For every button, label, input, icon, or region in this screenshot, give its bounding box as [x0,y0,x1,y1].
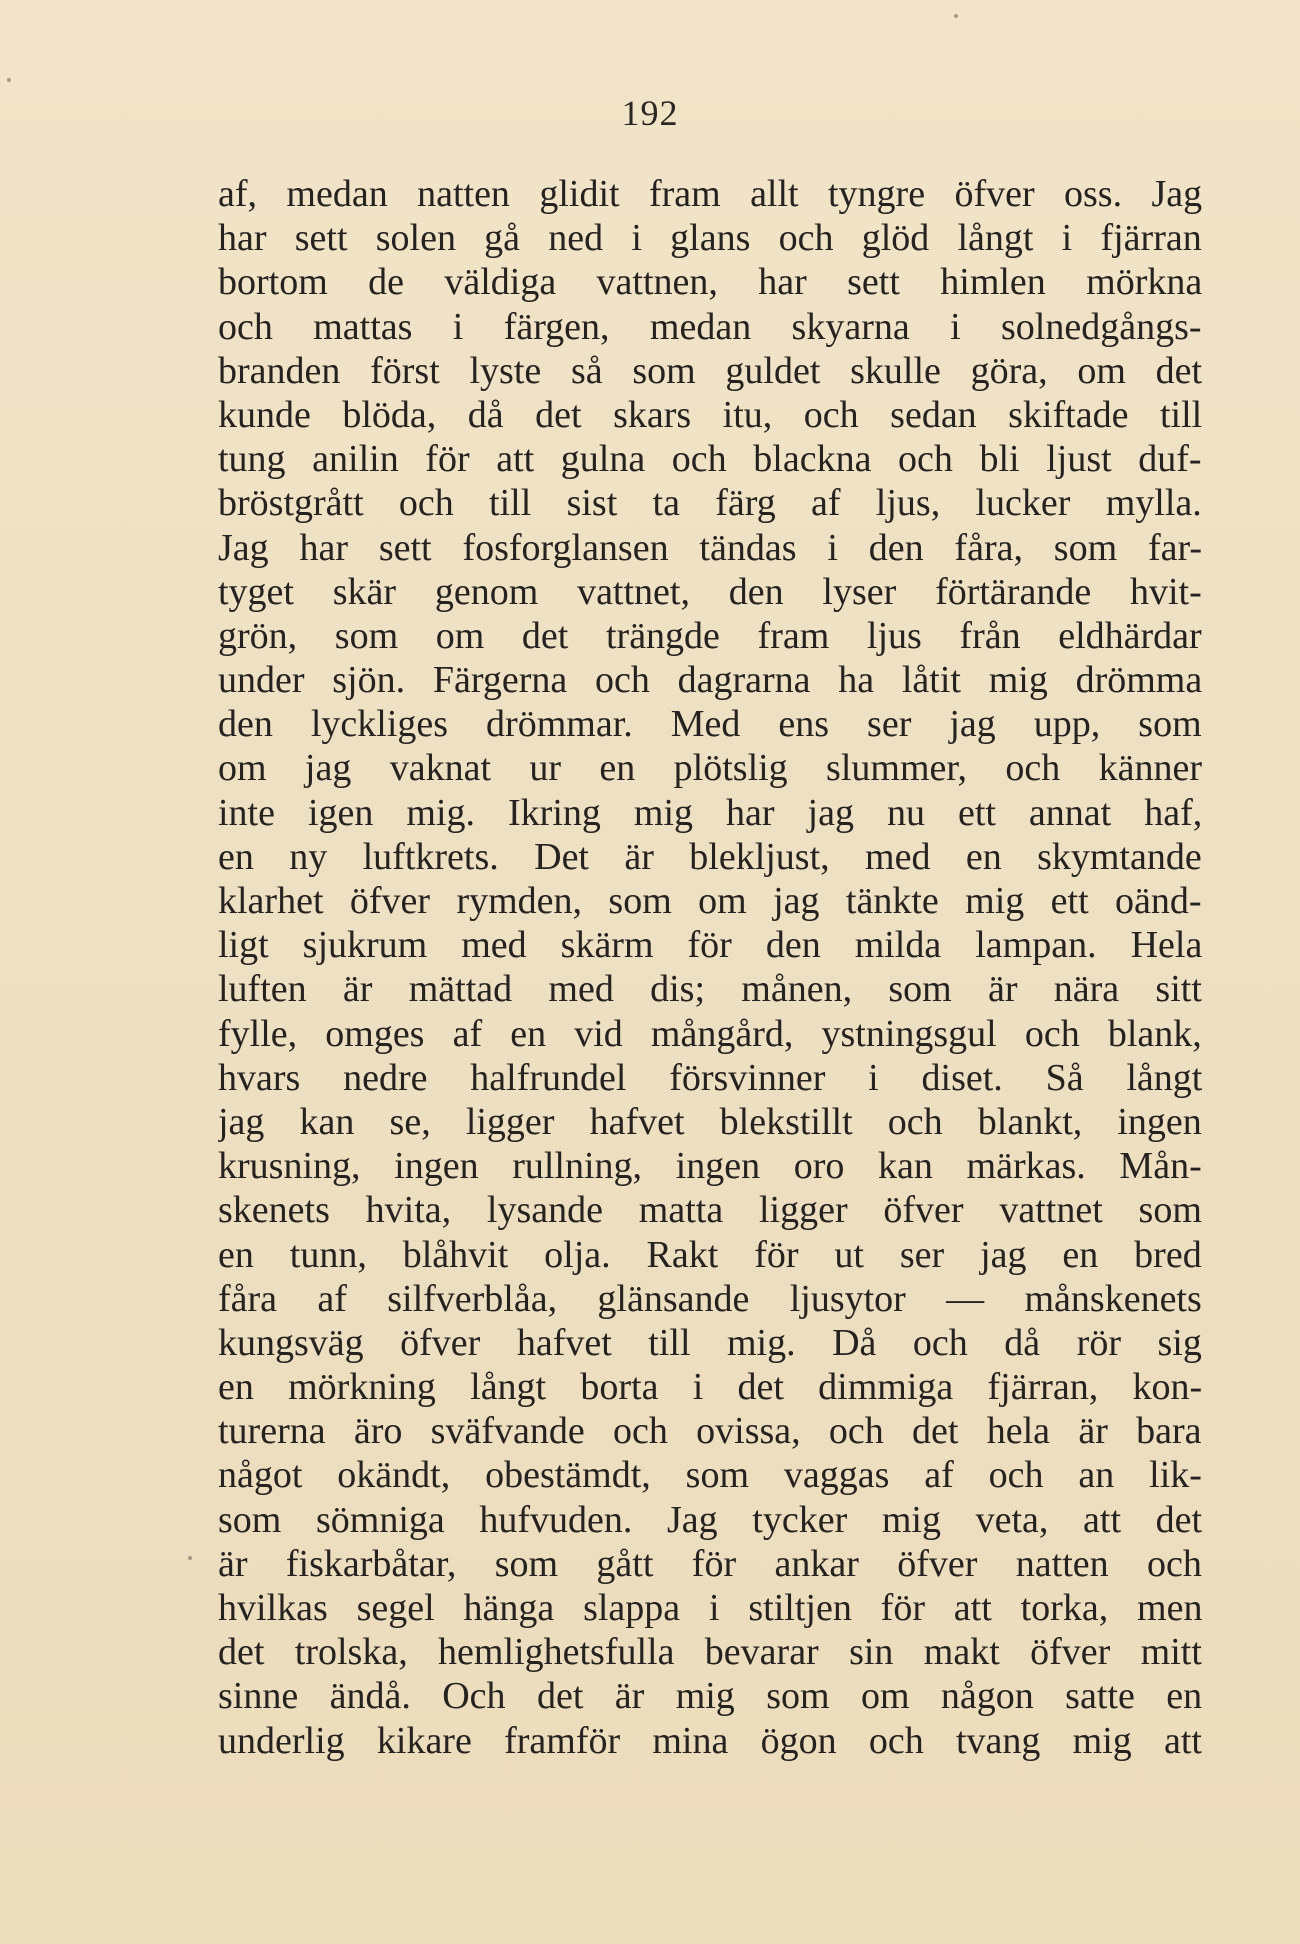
text-line: underlig kikare framför mina ögon och tvang mig att [218,1719,1202,1762]
text-line: af, medan natten glidit fram allt tyngre öfver oss. Jag [218,173,1202,215]
text-line: en tunn, blåhvit olja. Rakt för ut ser jag en bred [218,1233,1202,1276]
text-line: fåra af silfverblåa, glänsande ljusytor — månskenets [218,1277,1202,1320]
text-line: bröstgrått och till sist ta färg af ljus, lucker mylla. [218,482,1202,525]
paper-speck [188,1556,192,1560]
text-line: ligt sjukrum med skärm för den milda lampan. Hela [218,924,1202,967]
text-line: en mörkning långt borta i det dimmiga fjärran, kon- [218,1366,1202,1409]
text-line: som sömniga hufvuden. Jag tycker mig veta, att det [218,1498,1202,1541]
text-line: fylle, omges af en vid mångård, ystningsgul och blank, [218,1012,1202,1055]
text-line: skenets hvita, lysande matta ligger öfver vattnet som [218,1189,1202,1232]
page-number: 192 [621,93,679,133]
text-line: under sjön. Färgerna och dagrarna ha låtit mig drömma [218,659,1202,702]
text-line: jag kan se, ligger hafvet blekstillt och blankt, ingen [218,1100,1202,1143]
text-line: om jag vaknat ur en plötslig slummer, och känner [218,747,1202,790]
text-line: tung anilin för att gulna och blackna och bli ljust duf- [218,438,1202,481]
paper-speck [7,78,11,82]
text-line: kunde blöda, då det skars itu, och sedan skiftade till [218,393,1202,436]
text-line: den lyckliges drömmar. Med ens ser jag upp, som [218,703,1202,746]
text-line: något okändt, obestämdt, som vaggas af och an lik- [218,1454,1202,1497]
text-line: turerna äro sväfvande och ovissa, och det hela är bara [218,1410,1202,1453]
text-line: luften är mättad med dis; månen, som är nära sitt [218,968,1202,1011]
text-line: är fiskarbåtar, som gått för ankar öfver natten och [218,1542,1202,1585]
text-line: klarhet öfver rymden, som om jag tänkte mig ett oänd- [218,880,1202,922]
text-line: har sett solen gå ned i glans och glöd långt i fjärran [218,217,1202,260]
text-line: grön, som om det trängde fram ljus från eldhärdar [218,614,1202,657]
text-line: hvilkas segel hänga slappa i stiltjen för att torka, men [218,1587,1202,1629]
text-line: sinne ändå. Och det är mig som om någon satte en [218,1675,1202,1718]
text-line: det trolska, hemlighetsfulla bevarar sin makt öfver mitt [218,1631,1202,1674]
text-line: och mattas i färgen, medan skyarna i solnedgångs- [218,305,1202,348]
text-line: en ny luftkrets. Det är blekljust, med en skymtande [218,835,1202,878]
body-text [218,172,1202,1763]
text-line: kungsväg öfver hafvet till mig. Då och då rör sig [218,1321,1202,1364]
paper-speck [954,14,958,18]
text-line: bortom de väldiga vattnen, har sett himlen mörkna [218,261,1202,304]
text-line: tyget skär genom vattnet, den lyser förtärande hvit- [218,570,1202,613]
text-line: branden först lyste så som guldet skulle göra, om det [218,349,1202,392]
text-line: inte igen mig. Ikring mig har jag nu ett annat haf, [218,791,1202,834]
text-line: hvars nedre halfrundel försvinner i diset. Så långt [218,1056,1202,1099]
text-line: krusning, ingen rullning, ingen oro kan märkas. Mån- [218,1145,1202,1188]
text-line: Jag har sett fosforglansen tändas i den fåra, som far- [218,526,1202,569]
